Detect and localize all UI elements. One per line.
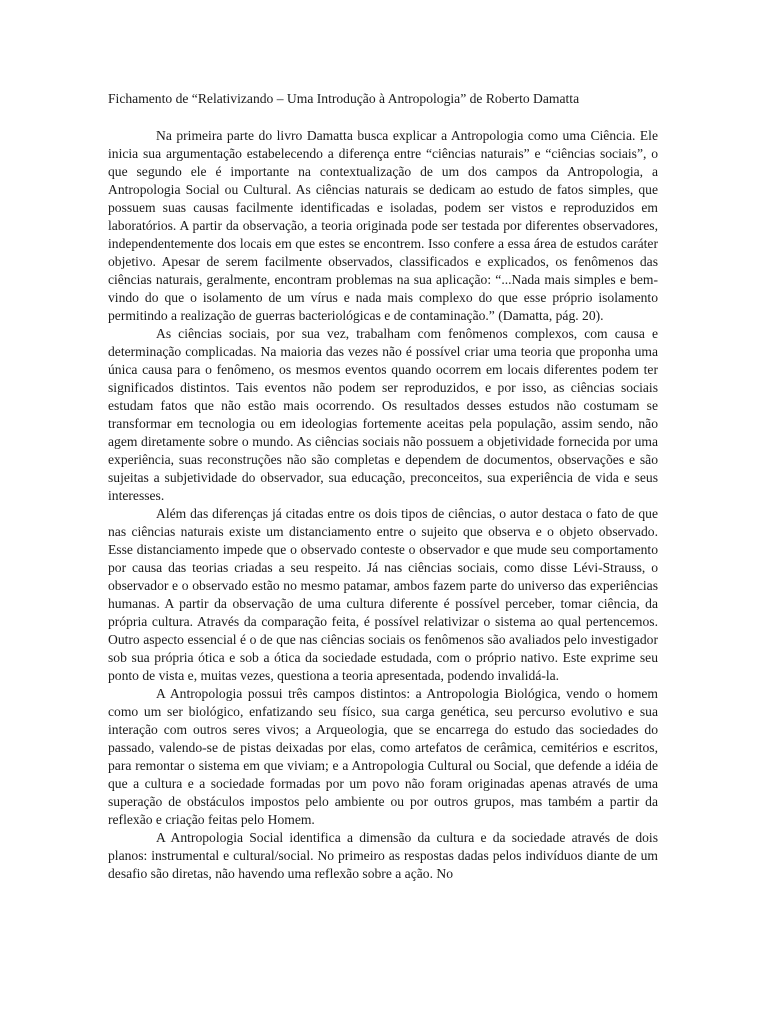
paragraph: A Antropologia Social identifica a dimensão da cultura e da sociedade através de dois planos: instrumental e cultural/social. No primeiro as respostas dadas pelos indivíduos diante de um desafio são diretas, não havendo uma reflexão sobre a ação. No bbox=[108, 830, 658, 881]
document-page bbox=[108, 90, 658, 883]
paragraph: Além das diferenças já citadas entre os dois tipos de ciências, o autor destaca o fato de que nas ciências naturais existe um distanciamento entre o sujeito que observa e o objeto observado. Esse distanciamento impede que o observado conteste o observador e que mude seu comportamento por causa das teorias criadas a seu respeito. Já nas ciências sociais, como disse Lévi-Strauss, o observador e o observado estão no mesmo patamar, ambos fazem parte do universo das experiências humanas. A partir da observação de uma cultura diferente é possível perceber, tomar ciência, da própria cultura. Através da comparação feita, é possível relativizar o sistema ao qual pertencemos. Outro aspecto essencial é o de que nas ciências sociais os fenômenos são avaliados pelo investigador sob sua própria ótica e sob a ótica da sociedade estudada, com o próprio nativo. Este exprime seu ponto de vista e, muitas vezes, questiona a teoria apresentada, podendo invalidá-la. bbox=[108, 506, 658, 683]
paragraph: A Antropologia possui três campos distintos: a Antropologia Biológica, vendo o homem como um ser biológico, enfatizando seu físico, sua carga genética, seu percurso evolutivo e sua interação com outros seres vivos; a Arqueologia, que se encarrega do estudo das sociedades do passado, valendo-se de pistas deixadas por elas, como artefatos de cerâmica, cemitérios e escritos, para remontar o sistema em que viviam; e a Antropologia Cultural ou Social, que defende a idéia de que a cultura e a sociedade formadas por um povo não foram originadas apenas através de uma superação de obstáculos impostos pelo ambiente ou por outros grupos, mas também a partir da reflexão e criação feitas pelo Homem. bbox=[108, 686, 658, 827]
paragraph: As ciências sociais, por sua vez, trabalham com fenômenos complexos, com causa e determinação complicadas. Na maioria das vezes não é possível criar uma teoria que proponha uma única causa para o fenômeno, os mesmos eventos quando ocorrem em locais diferentes podem ter significados distintos. Tais eventos não podem ser reproduzidos, e por isso, as ciências sociais estudam fatos que não estão mais ocorrendo. Os resultados desses estudos não costumam se transformar em tecnologia ou em ideologias fortemente aceitas pela população, assim sendo, não agem diretamente sobre o mundo. As ciências sociais não possuem a objetividade fornecida por uma experiência, suas reconstruções não são completas e dependem de documentos, observações e são sujeitas a subjetividade do observador, sua educação, preconceitos, sua experiência de vida e seus interesses. bbox=[108, 326, 658, 503]
paragraph: Na primeira parte do livro Damatta busca explicar a Antropologia como uma Ciência. Ele inicia sua argumentação estabelecendo a diferença entre “ciências naturais” e “ciências sociais”, o que segundo ele é importante na contextualização de um dos campos da Antropologia, a Antropologia Social ou Cultural. As ciências naturais se dedicam ao estudo de fatos simples, que possuem suas causas facilmente identificadas e isoladas, podem ser vistos e reproduzidos em laboratórios. A partir da observação, a teoria originada pode ser testada por diferentes observadores, independentemente dos locais em que estes se encontrem. Isso confere a essa área de estudos caráter objetivo. Apesar de serem facilmente observados, classificados e explicados, os fenômenos das ciências naturais, geralmente, encontram problemas na sua aplicação: “...Nada mais simples e bem-vindo do que o isolamento de um vírus e nada mais complexo do que esse próprio isolamento permitindo a realização de guerras bacteriológicas e de contaminação.” (Damatta, pág. 20). bbox=[108, 128, 658, 323]
document-title: Fichamento de “Relativizando – Uma Introdução à Antropologia” de Roberto Damatta bbox=[108, 91, 580, 106]
